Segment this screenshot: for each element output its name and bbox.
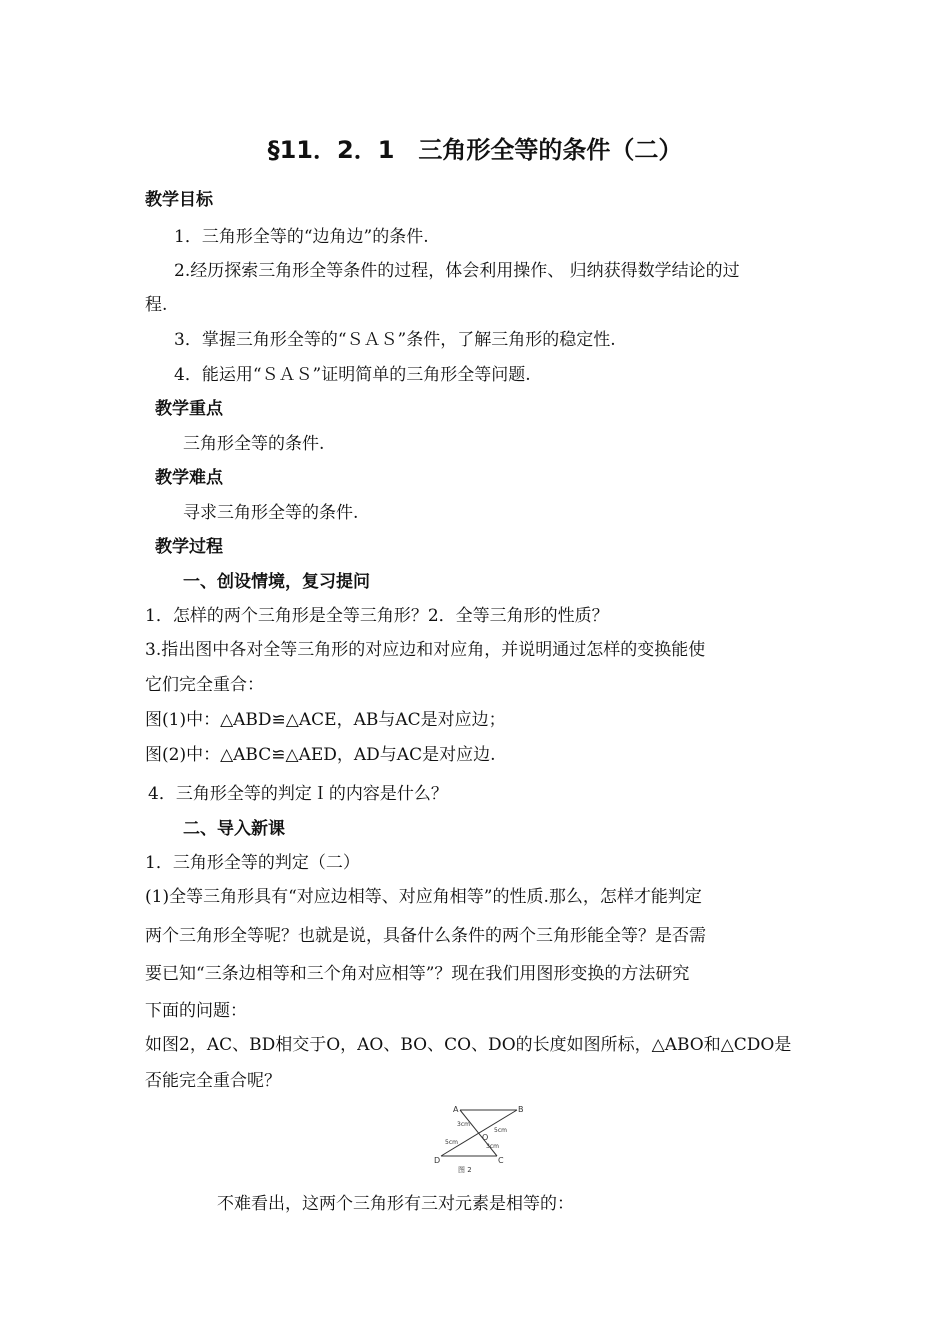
label-b: B (518, 1105, 524, 1114)
question-4: 4．三角形全等的判定Ｉ的内容是什么？ (148, 784, 448, 804)
length-bo: 5cm (494, 1127, 507, 1134)
goal-4: 4．能运用“ＳＡＳ”证明简单的三角形全等问题. (174, 365, 531, 385)
part-1-heading: 一、创设情境，复习提问 (183, 572, 370, 592)
new-lesson-1: 1．三角形全等的判定（二） (145, 853, 360, 873)
length-co: 3cm (486, 1143, 499, 1150)
label-a: A (453, 1105, 459, 1114)
figure-1-note: 图(1)中：△ABD≌△ACE，AB与AC是对应边； (145, 710, 506, 730)
length-do: 5cm (445, 1139, 458, 1146)
figure-2-note: 图(2)中：△ABC≌△AED，AD与AC是对应边. (145, 745, 496, 765)
difficulty-text: 寻求三角形全等的条件. (183, 503, 359, 523)
paragraph-2-line-2: 否能完全重合呢？ (145, 1071, 281, 1091)
section-heading-key: 教学重点 (155, 399, 223, 419)
paragraph-1-line-3: 要已知“三条边相等和三个角对应相等”？现在我们用图形变换的方法研究 (145, 964, 690, 984)
goal-1: 1．三角形全等的“边角边”的条件. (174, 227, 429, 247)
question-1: 1．怎样的两个三角形是全等三角形？2．全等三角形的性质？ (145, 606, 609, 626)
part-2-heading: 二、导入新课 (183, 819, 285, 839)
section-heading-goals: 教学目标 (145, 190, 213, 210)
section-heading-process: 教学过程 (155, 537, 223, 557)
label-o: O (482, 1133, 489, 1142)
figure-2-diagram (425, 1102, 525, 1182)
conclusion-text: 不难看出，这两个三角形有三对元素是相等的： (217, 1194, 574, 1214)
paragraph-2-line-1: 如图2，AC、BD相交于O，AO、BO、CO、DO的长度如图所标，△ABO和△CDO是 (145, 1035, 792, 1055)
paragraph-1-line-2: 两个三角形全等呢？也就是说，具备什么条件的两个三角形能全等？是否需 (145, 926, 706, 946)
question-3-line-1: 3.指出图中各对全等三角形的对应边和对应角，并说明通过怎样的变换能使 (145, 640, 706, 660)
label-d: D (434, 1156, 441, 1165)
label-c: C (498, 1156, 504, 1165)
question-3-line-2: 它们完全重合： (145, 675, 264, 695)
length-ao: 3cm (457, 1121, 470, 1128)
goal-2-line-2: 程. (145, 295, 168, 315)
paragraph-1-line-1: (1)全等三角形具有“对应边相等、对应角相等”的性质.那么，怎样才能判定 (145, 887, 702, 907)
page-title: §11．2．1 三角形全等的条件（二） (267, 136, 683, 164)
paragraph-1-line-4: 下面的问题： (145, 1001, 247, 1021)
section-heading-difficulty: 教学难点 (155, 468, 223, 488)
goal-3: 3．掌握三角形全等的“ＳＡＳ”条件，了解三角形的稳定性. (174, 330, 616, 350)
key-text: 三角形全等的条件. (183, 434, 325, 454)
figure-caption: 图 2 (458, 1166, 472, 1174)
goal-2-line-1: 2.经历探索三角形全等条件的过程，体会利用操作、 归纳获得数学结论的过 (174, 261, 740, 281)
